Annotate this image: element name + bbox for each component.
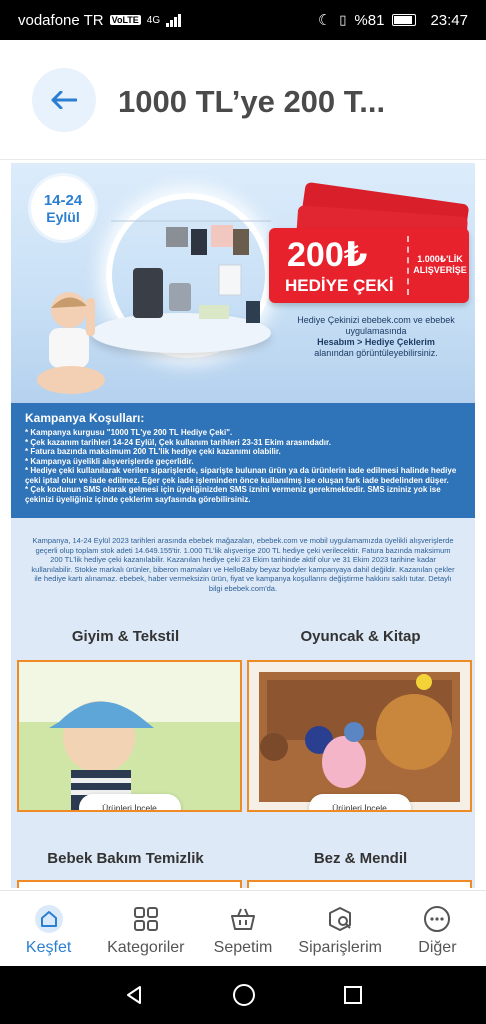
coupon-note xyxy=(286,315,466,359)
note-path: Hesabım > Hediye Çeklerim xyxy=(317,337,435,347)
system-navigation-bar xyxy=(0,966,486,1024)
category-title: Bebek Bakım Temizlik xyxy=(47,850,204,867)
note-text: alanından görüntüleyebilirsiniz. xyxy=(314,348,438,358)
coupon-min-spend: 1.000₺'LİK ALIŞVERİŞE xyxy=(413,254,467,275)
system-recents-icon[interactable] xyxy=(343,985,363,1005)
category-title: Giyim & Tekstil xyxy=(71,628,180,645)
condition-item: * Çek kodunun SMS olarak gelmesi için üyeliğinizden SMS iznini vermeniz gerekmektedir. SMS izniniz yok ise çekinizi üyeliğiniz içinde çeklerim sayfasında görebilirsiniz. xyxy=(25,485,441,504)
system-home-icon[interactable] xyxy=(232,983,256,1007)
condition-item: * Çek kazanım tarihleri 14-24 Eylül, Çek kullanım tarihleri 23-31 Ekim arasındadır. xyxy=(25,437,331,447)
arrow-left-icon xyxy=(51,91,77,109)
campaign-content[interactable] xyxy=(0,160,486,890)
category-card-baby-care[interactable] xyxy=(17,880,242,888)
date-month: Eylül xyxy=(46,208,80,225)
nav-label: Sepetim xyxy=(213,939,273,956)
gift-coupon xyxy=(269,228,469,303)
date-range: 14-24 xyxy=(43,191,83,209)
condition-item: * Hediye çeki kullanılarak verilen siparişlerde, siparişte bulunan ürün ya da ürünlerin iade edilmesi halinde hediye çeki iptal olur ve iade edilmez. Eğer çek iade işleminden önce kullanılmış ise oluşan fark iade bedelinden düşer. xyxy=(25,466,457,485)
nav-cart[interactable] xyxy=(194,891,291,966)
toys-photo xyxy=(249,662,470,810)
campaign-banner xyxy=(11,163,475,888)
nav-more[interactable] xyxy=(389,891,486,966)
basket-icon xyxy=(229,905,257,933)
coupon-amount: 200₺ xyxy=(287,236,368,274)
moon-icon: ☾ xyxy=(317,12,332,29)
nav-label: Siparişlerim xyxy=(298,939,382,956)
view-products-button[interactable]: Ürünleri İncele xyxy=(79,794,181,812)
products-illustration xyxy=(111,213,271,343)
date-badge xyxy=(31,176,95,240)
condition-item: * Fatura bazında maksimum 200 TL'lik hediye çeki kazanımı olabilir. xyxy=(25,447,281,456)
more-icon xyxy=(423,905,451,933)
back-button[interactable] xyxy=(32,68,96,132)
nav-categories[interactable] xyxy=(97,891,194,966)
signal-icon xyxy=(166,13,181,27)
order-search-icon xyxy=(326,905,354,933)
nav-label: Diğer xyxy=(418,939,457,956)
nav-orders[interactable] xyxy=(292,891,389,966)
campaign-conditions xyxy=(11,403,475,518)
coupon-divider xyxy=(407,236,409,295)
vibrate-icon: ▯ xyxy=(339,12,347,27)
nav-label: Kategoriler xyxy=(107,939,185,956)
system-back-icon[interactable] xyxy=(123,984,145,1006)
category-card-diapers[interactable] xyxy=(247,880,472,888)
clock: 23:47 xyxy=(430,11,468,29)
category-title: Oyuncak & Kitap xyxy=(300,628,421,645)
conditions-title: Kampanya Koşulları: xyxy=(25,411,145,425)
note-text: Hediye Çekinizi ebebek.com ve ebebek uygulamasında xyxy=(297,315,455,336)
bottom-navigation xyxy=(0,890,486,966)
view-products-button[interactable]: Ürünleri İncele xyxy=(309,794,411,812)
category-card-clothing[interactable] xyxy=(17,660,242,812)
baby-illustration xyxy=(31,288,109,398)
page-header xyxy=(0,40,486,160)
network-type: 4G xyxy=(146,14,161,26)
volte-badge: VoLTE xyxy=(111,15,139,25)
status-bar xyxy=(0,0,486,40)
coupon-label: HEDİYE ÇEKİ xyxy=(285,276,394,295)
nav-label: Keşfet xyxy=(25,939,72,956)
category-title: Bez & Mendil xyxy=(313,850,408,867)
hero-area xyxy=(11,163,475,403)
page-title: 1000 TL’ye 200 T... xyxy=(118,84,386,119)
home-icon xyxy=(35,905,63,933)
battery-percent: %81 xyxy=(354,11,385,29)
carrier-name: vodafone TR xyxy=(18,11,104,29)
battery-icon xyxy=(392,14,416,26)
condition-item: * Kampanya üyelikli alışverişlerde geçerlidir. xyxy=(25,456,194,466)
clothing-photo xyxy=(19,662,240,810)
fine-print: Kampanya, 14-24 Eylül 2023 tarihleri arasında ebebek mağazaları, ebebek.com ve mobil uygulamamızda üyelikli alışverişlerde geçerli olup toplam stok adeti 14.649.155'tir. 1.000 TL'lik alışverişe 200 TL hediye çeki verilecektir. Fatura bazında maksimum 200 TL'lik hediye çeki kazanılabilir. Kazanılan hediye çeki 23 Ekim tarihinde aktif olur ve 31 Ekim 2023 tarihine kadar kullanılabilir. Stokke markalı ürünler, biberon mamaları ve HelloBaby beyaz bodyler kampanyaya dahil değildir. Kazanılan çekler ile hediye kartı alınamaz. ebebek, haber vermeksizin ürün, fiyat ve kampanya koşullarını değiştirme hakkını saklı tutar. Detaylı bilgi ebebek.com'da. xyxy=(11,518,475,618)
condition-item: * Kampanya kurgusu "1000 TL'ye 200 TL Hediye Çeki". xyxy=(25,428,233,437)
category-card-toys[interactable] xyxy=(247,660,472,812)
nav-discover[interactable] xyxy=(0,891,97,966)
grid-icon xyxy=(132,905,160,933)
